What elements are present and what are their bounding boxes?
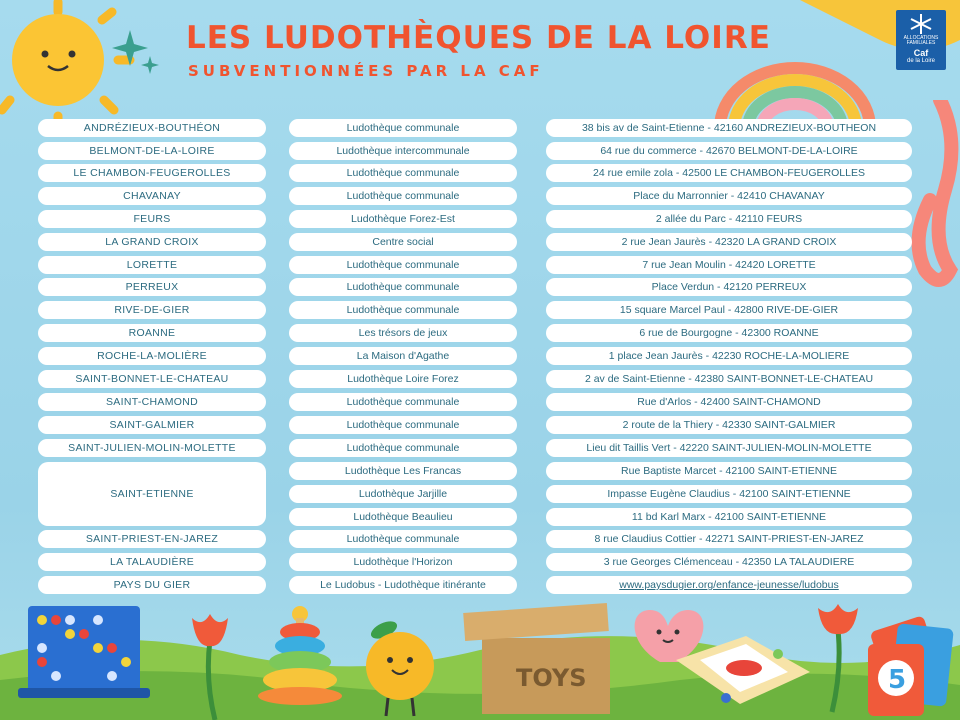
address-cell: 8 rue Claudius Cottier - 42271 SAINT-PRIEST-EN-JAREZ [546, 530, 912, 548]
commune-cell: BELMONT-DE-LA-LOIRE [38, 142, 266, 160]
commune-cell: SAINT-ETIENNE [38, 462, 266, 526]
type-cell: Ludothèque Beaulieu [289, 508, 517, 526]
address-cell: 3 rue Georges Clémenceau - 42350 LA TALAUDIERE [546, 553, 912, 571]
commune-cell: ROCHE-LA-MOLIÈRE [38, 347, 266, 365]
address-cell: 2 av de Saint-Etienne - 42380 SAINT-BONNET-LE-CHATEAU [546, 370, 912, 388]
commune-cell: LA TALAUDIÈRE [38, 553, 266, 571]
type-cell: Ludothèque l'Horizon [289, 553, 517, 571]
type-cell: Les trésors de jeux [289, 324, 517, 342]
logo-text-allocations: ALLOCATIONS FAMILIALES [903, 35, 939, 46]
type-cell: Ludothèque Jarjille [289, 485, 517, 503]
address-cell: 11 bd Karl Marx - 42100 SAINT-ETIENNE [546, 508, 912, 526]
commune-cell: ROANNE [38, 324, 266, 342]
toy-box-icon [463, 603, 610, 714]
commune-cell: SAINT-BONNET-LE-CHATEAU [38, 370, 266, 388]
address-cell: 2 route de la Thiery - 42330 SAINT-GALMIER [546, 416, 912, 434]
commune-cell: SAINT-PRIEST-EN-JAREZ [38, 530, 266, 548]
type-cell: La Maison d'Agathe [289, 347, 517, 365]
type-cell: Ludothèque communale [289, 119, 517, 137]
logo-text-loire: de la Loire [906, 58, 936, 64]
type-cell: Ludothèque Les Francas [289, 462, 517, 480]
commune-cell: PERREUX [38, 278, 266, 296]
address-cell: 2 rue Jean Jaurès - 42320 LA GRAND CROIX [546, 233, 912, 251]
caf-snowflake-icon [906, 13, 936, 35]
page-subtitle: SUBVENTIONNÉES PAR LA CAF [188, 62, 544, 80]
type-cell: Ludothèque communale [289, 164, 517, 182]
type-cell: Ludothèque communale [289, 439, 517, 457]
card-number: 5 [888, 665, 907, 695]
type-cell: Le Ludobus - Ludothèque itinérante [289, 576, 517, 594]
commune-cell: FEURS [38, 210, 266, 228]
address-cell: 64 rue du commerce - 42670 BELMONT-DE-LA-LOIRE [546, 142, 912, 160]
commune-cell: SAINT-JULIEN-MOLIN-MOLETTE [38, 439, 266, 457]
type-cell: Centre social [289, 233, 517, 251]
type-cell: Ludothèque communale [289, 393, 517, 411]
commune-cell: SAINT-CHAMOND [38, 393, 266, 411]
address-cell: 1 place Jean Jaurès - 42230 ROCHE-LA-MOLIERE [546, 347, 912, 365]
playing-cards-icon [868, 615, 954, 716]
type-cell: Ludothèque communale [289, 530, 517, 548]
address-cell: 24 rue emile zola - 42500 LE CHAMBON-FEUGEROLLES [546, 164, 912, 182]
commune-cell: CHAVANAY [38, 187, 266, 205]
commune-cell: SAINT-GALMIER [38, 416, 266, 434]
type-cell: Ludothèque Forez-Est [289, 210, 517, 228]
rainbow-illustration [700, 50, 890, 130]
address-cell: 7 rue Jean Moulin - 42420 LORETTE [546, 256, 912, 274]
address-cell: Lieu dit Taillis Vert - 42220 SAINT-JULIEN-MOLIN-MOLETTE [546, 439, 912, 457]
type-cell: Ludothèque communale [289, 301, 517, 319]
connect-four-game-icon [18, 606, 150, 698]
type-cell: Ludothèque communale [289, 187, 517, 205]
address-cell: 15 square Marcel Paul - 42800 RIVE-DE-GIER [546, 301, 912, 319]
sun-illustration [0, 0, 170, 130]
toys-label: TOYS [516, 664, 587, 692]
commune-cell: LORETTE [38, 256, 266, 274]
address-cell: Place du Marronnier - 42410 CHAVANAY [546, 187, 912, 205]
commune-cell: RIVE-DE-GIER [38, 301, 266, 319]
page-title: LES LUDOTHÈQUES DE LA LOIRE [186, 20, 771, 56]
type-cell: Ludothèque communale [289, 278, 517, 296]
bottom-illustrations [0, 600, 960, 720]
type-cell: Ludothèque Loire Forez [289, 370, 517, 388]
type-cell: Ludothèque communale [289, 416, 517, 434]
address-cell: Rue d'Arlos - 42400 SAINT-CHAMOND [546, 393, 912, 411]
address-cell: Place Verdun - 42120 PERREUX [546, 278, 912, 296]
type-cell: Ludothèque communale [289, 256, 517, 274]
address-cell: Impasse Eugène Claudius - 42100 SAINT-ETIENNE [546, 485, 912, 503]
logo-text-caf: Caf [913, 48, 929, 58]
commune-cell: LA GRAND CROIX [38, 233, 266, 251]
address-cell: Rue Baptiste Marcet - 42100 SAINT-ETIENNE [546, 462, 912, 480]
address-cell: 2 allée du Parc - 42110 FEURS [546, 210, 912, 228]
type-cell: Ludothèque intercommunale [289, 142, 517, 160]
caf-logo [896, 10, 946, 70]
address-cell: 6 rue de Bourgogne - 42300 ROANNE [546, 324, 912, 342]
commune-cell: LE CHAMBON-FEUGEROLLES [38, 164, 266, 182]
address-cell: 38 bis av de Saint-Etienne - 42160 ANDREZIEUX-BOUTHEON [546, 119, 912, 137]
ludobus-link[interactable]: www.paysdugier.org/enfance-jeunesse/ludobus [546, 576, 912, 594]
commune-cell: ANDRÉZIEUX-BOUTHÉON [38, 119, 266, 137]
commune-cell: PAYS DU GIER [38, 576, 266, 594]
stacking-rings-toy-icon [258, 606, 342, 705]
